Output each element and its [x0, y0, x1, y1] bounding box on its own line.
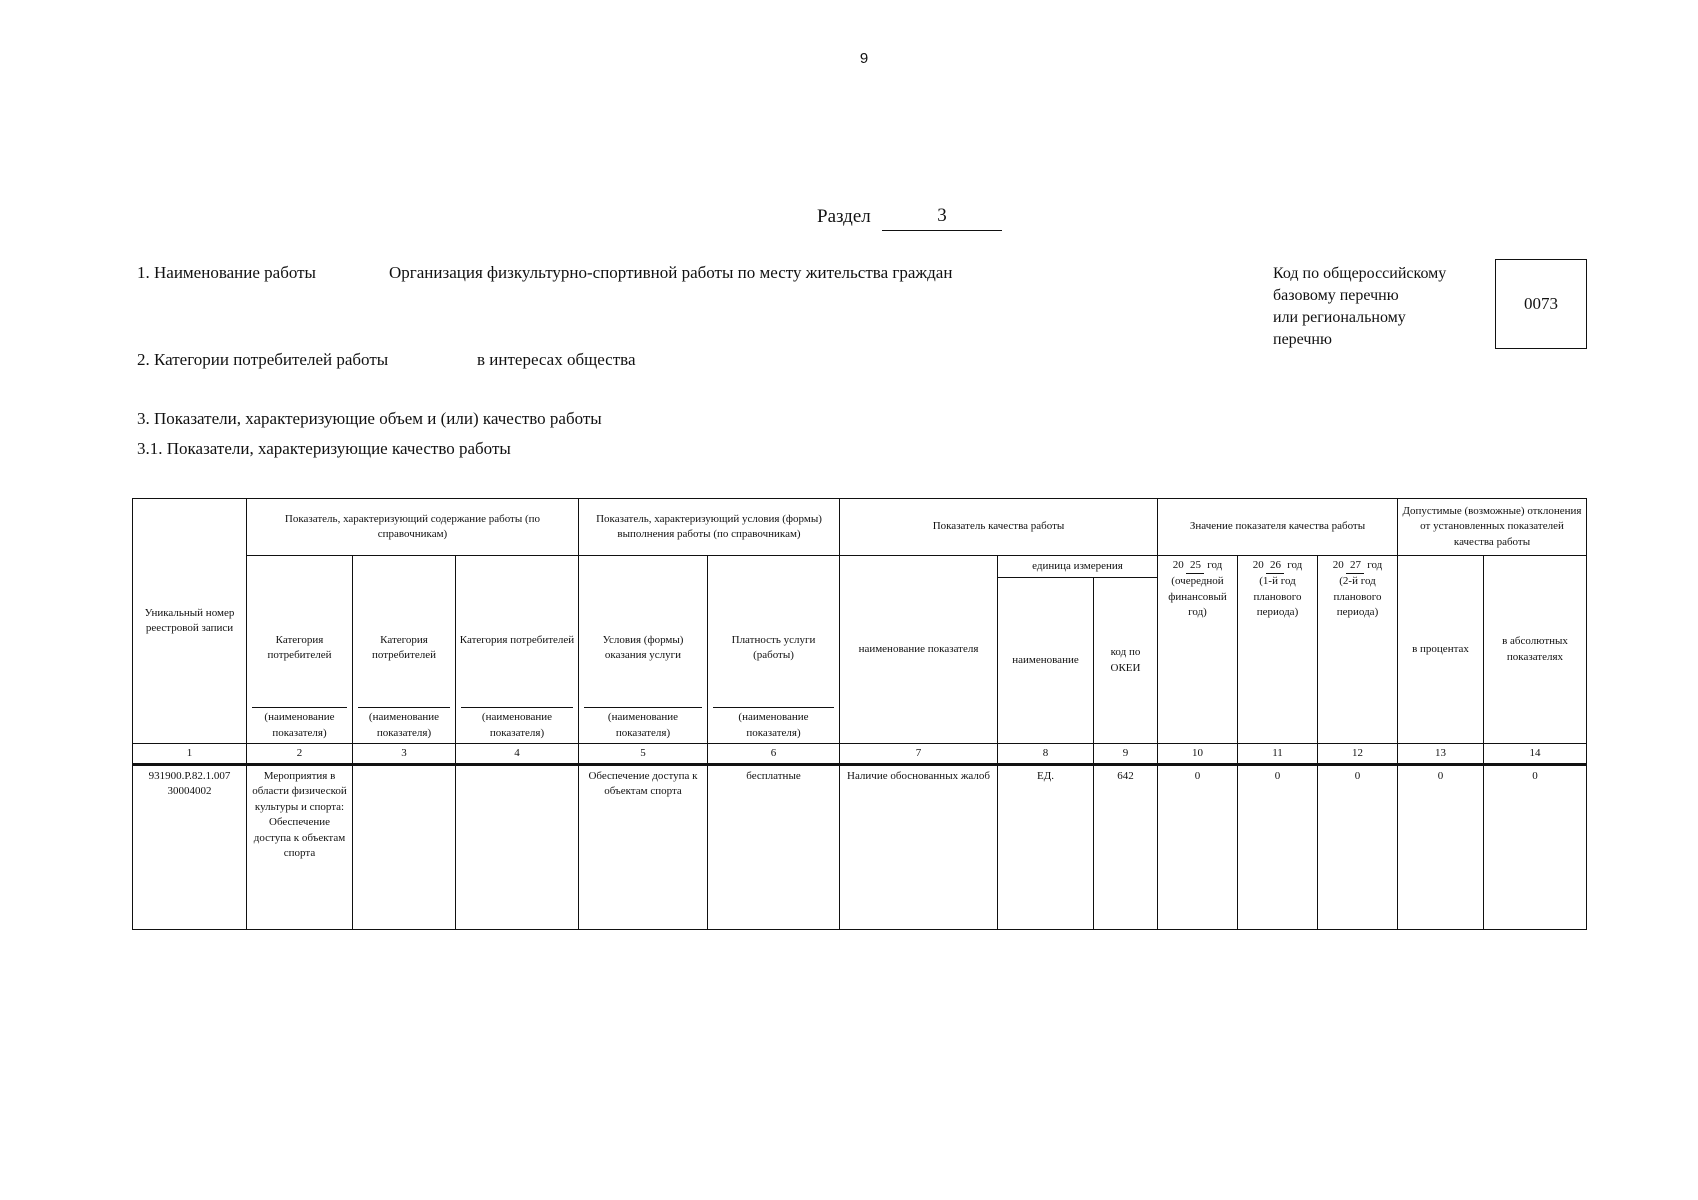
name-note: (наименование показателя) [358, 707, 450, 741]
col-year-2027: 20 27 год (2-й год планового периода) [1318, 556, 1398, 744]
column-numbers-row [133, 744, 1587, 765]
col-number: 12 [1318, 744, 1398, 765]
name-note: (наименование показателя) [461, 707, 573, 741]
col-absolute: в абсолютных показателях [1484, 556, 1587, 744]
col-year-2026: 20 26 год (1-й год планового периода) [1238, 556, 1318, 744]
grp-quality: Показатель качества работы [840, 499, 1158, 556]
col-indicator-name: наименование показателя [840, 556, 998, 744]
table-row [133, 765, 1587, 930]
col-unique-number: Уникальный номер реестровой записи [133, 499, 247, 744]
cell-conditions: Обеспечение доступа к объектам спорта [579, 765, 708, 930]
col-number: 7 [840, 744, 998, 765]
cell-registry-number: 931900.Р.82.1.007 30004002 [133, 765, 247, 930]
col-number: 2 [247, 744, 353, 765]
quality-indicators-table [132, 498, 1587, 930]
name-note: (наименование показателя) [252, 707, 347, 741]
col-number: 9 [1094, 744, 1158, 765]
cell-category-3 [456, 765, 579, 930]
col-number: 10 [1158, 744, 1238, 765]
col-unit-name: наименование [998, 578, 1094, 744]
col-category-2: Категория потребителей (наименование показателя) [353, 556, 456, 744]
col-number: 4 [456, 744, 579, 765]
work-name-value: Организация физкультурно-спортивной работы по месту жительства граждан [389, 263, 953, 282]
cell-okei: 642 [1094, 765, 1158, 930]
code-value: 0073 [1524, 294, 1558, 313]
col-conditions: Условия (формы) оказания услуги (наименование показателя) [579, 556, 708, 744]
cell-value-2027: 0 [1318, 765, 1398, 930]
col-number: 13 [1398, 744, 1484, 765]
consumers-label: 2. Категории потребителей работы [137, 350, 389, 369]
col-number: 11 [1238, 744, 1318, 765]
unit-header: единица измерения [998, 556, 1158, 578]
col-number: 3 [353, 744, 456, 765]
section-label: Раздел [817, 206, 871, 227]
col-category-1: Категория потребителей (наименование показателя) [247, 556, 353, 744]
cell-deviation-absolute: 0 [1484, 765, 1587, 930]
col-year-2025: 20 25 год (очередной финансовый год) [1158, 556, 1238, 744]
heading-3-1: 3.1. Показатели, характеризующие качество работы [137, 439, 511, 458]
col-number: 6 [708, 744, 840, 765]
grp-value: Значение показателя качества работы [1158, 499, 1398, 556]
grp-deviation: Допустимые (возможные) отклонения от установленных показателей качества работы [1398, 499, 1587, 556]
cell-category-2 [353, 765, 456, 930]
grp-conditions: Показатель, характеризующий условия (формы) выполнения работы (по справочникам) [579, 499, 840, 556]
cell-deviation-percent: 0 [1398, 765, 1484, 930]
code-box [1495, 259, 1587, 349]
col-payment: Платность услуги (работы) (наименование показателя) [708, 556, 840, 744]
work-name-label: 1. Наименование работы [137, 263, 316, 282]
section-number: 3 [882, 205, 1002, 231]
cell-indicator: Наличие обоснованных жалоб [840, 765, 998, 930]
name-note: (наименование показателя) [584, 707, 702, 741]
col-okei: код по ОКЕИ [1094, 578, 1158, 744]
col-number: 8 [998, 744, 1094, 765]
cell-payment: бесплатные [708, 765, 840, 930]
cell-value-2025: 0 [1158, 765, 1238, 930]
grp-content: Показатель, характеризующий содержание работы (по справочникам) [247, 499, 579, 556]
col-percent: в процентах [1398, 556, 1484, 744]
consumers-value: в интересах общества [477, 350, 636, 369]
heading-3: 3. Показатели, характеризующие объем и (или) качество работы [137, 409, 602, 428]
col-number: 14 [1484, 744, 1587, 765]
col-category-3: Категория потребителей (наименование показателя) [456, 556, 579, 744]
cell-unit-name: ЕД. [998, 765, 1094, 930]
page-number: 9 [859, 50, 869, 67]
cell-category: Мероприятия в области физической культуры и спорта: Обеспечение доступа к объектам спорта [247, 765, 353, 930]
code-label: Код по общероссийскому базовому перечню или региональному перечню [1273, 265, 1447, 348]
col-number: 5 [579, 744, 708, 765]
cell-value-2026: 0 [1238, 765, 1318, 930]
name-note: (наименование показателя) [713, 707, 834, 741]
col-number: 1 [133, 744, 247, 765]
